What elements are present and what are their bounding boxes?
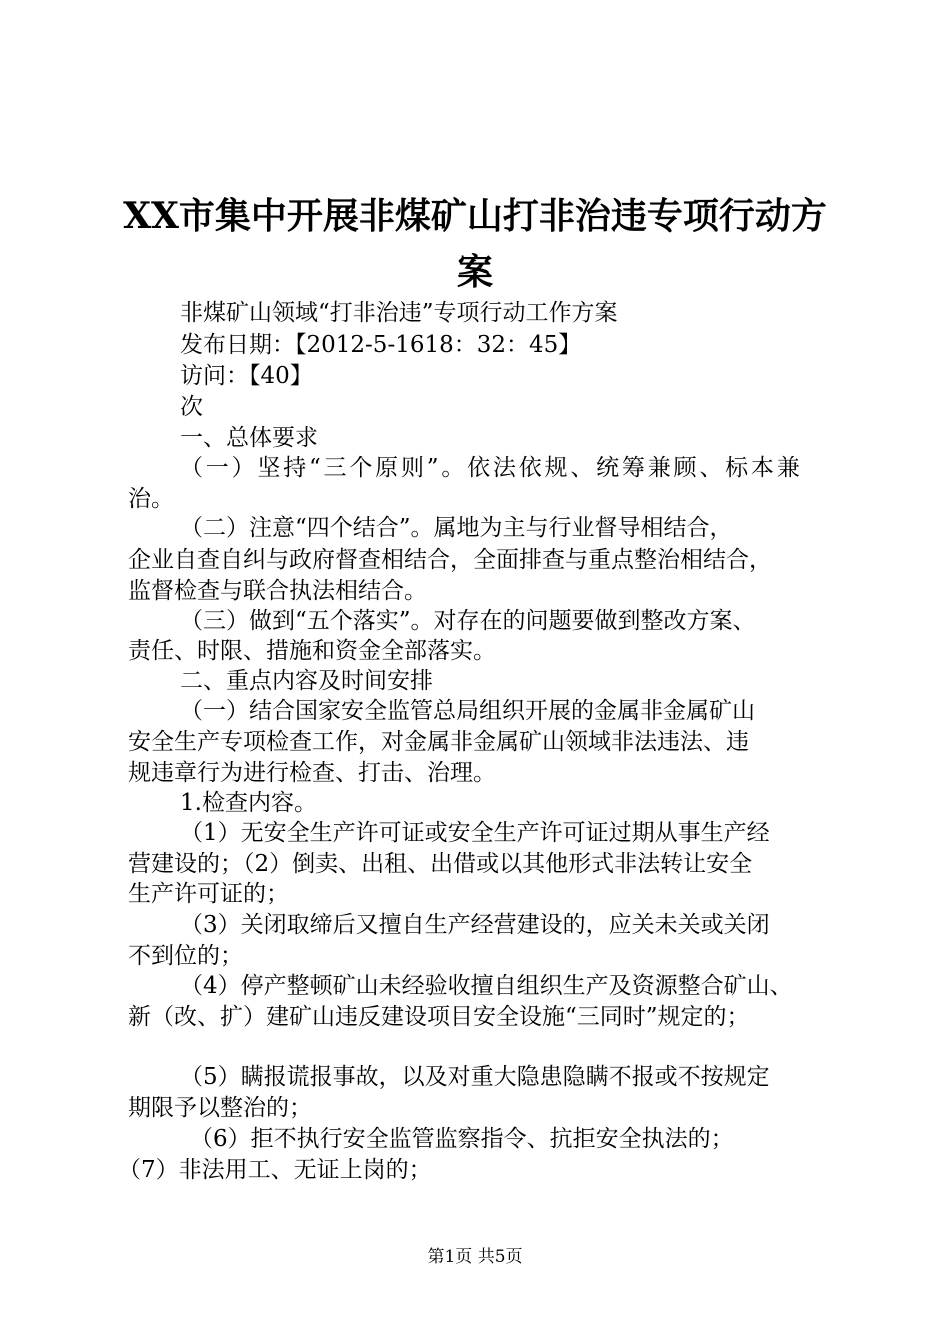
text-line: 1.检查内容。 [180,790,317,816]
text-line: 发布日期：【2012-5-1618：32：45】 [180,332,582,358]
text-line: 营建设的；（2）倒卖、出租、出借或以其他形式非法转让安全 [128,851,753,877]
text-line: （6）拒不执行安全监管监察指令、抗拒安全执法的； [190,1126,734,1152]
text-line: （1）无安全生产许可证或安全生产许可证过期从事生产经 [180,820,770,846]
text-line: 访问：【40】 [180,363,313,389]
document-title-line-1: XX市集中开展非煤矿山打非治违专项行动方 [123,195,827,237]
page-footer: 第1页 共5页 [427,1247,523,1267]
text-line: 治。 [128,486,174,512]
text-line: 期限予以整治的； [128,1095,312,1121]
text-line: （7）非法用工、无证上岗的； [118,1157,432,1183]
text-line: 次 [180,394,203,420]
text-line: 企业自查自纠与政府督查相结合，全面排查与重点整治相结合， [128,547,772,573]
text-line: 生产许可证的； [128,881,289,907]
text-line: （一）坚持“三个原则”。依法依规、统筹兼顾、标本兼 [180,455,803,481]
text-line: 新（改、扩）建矿山违反建设项目安全设施“三同时”规定的； [128,1004,750,1030]
text-line: （5）瞒报谎报事故，以及对重大隐患隐瞒不报或不按规定 [180,1064,770,1090]
text-line: （3）关闭取缔后又擅自生产经营建设的，应关未关或关闭 [180,912,770,938]
text-line: 安全生产专项检查工作，对金属非金属矿山领域非法违法、违 [128,729,749,755]
text-line: 责任、时限、措施和资金全部落实。 [128,638,496,664]
text-line: 非煤矿山领域“打非治违”专项行动工作方案 [180,300,618,326]
document-title-line-2: 案 [456,251,493,293]
text-line: 二、重点内容及时间安排 [180,668,433,694]
text-line: （一）结合国家安全监管总局组织开展的金属非金属矿山 [180,698,755,724]
text-line: 规违章行为进行检查、打击、治理。 [128,760,496,786]
text-line: 不到位的； [128,943,243,969]
text-line: （三）做到“五个落实”。对存在的问题要做到整改方案、 [180,608,756,634]
text-line: 监督检查与联合执法相结合。 [128,578,427,604]
text-line: （二）注意“四个结合”。属地为主与行业督导相结合， [180,515,733,541]
text-line: （4）停产整顿矿山未经验收擅自组织生产及资源整合矿山、 [180,973,793,999]
text-line: 一、总体要求 [180,425,318,451]
